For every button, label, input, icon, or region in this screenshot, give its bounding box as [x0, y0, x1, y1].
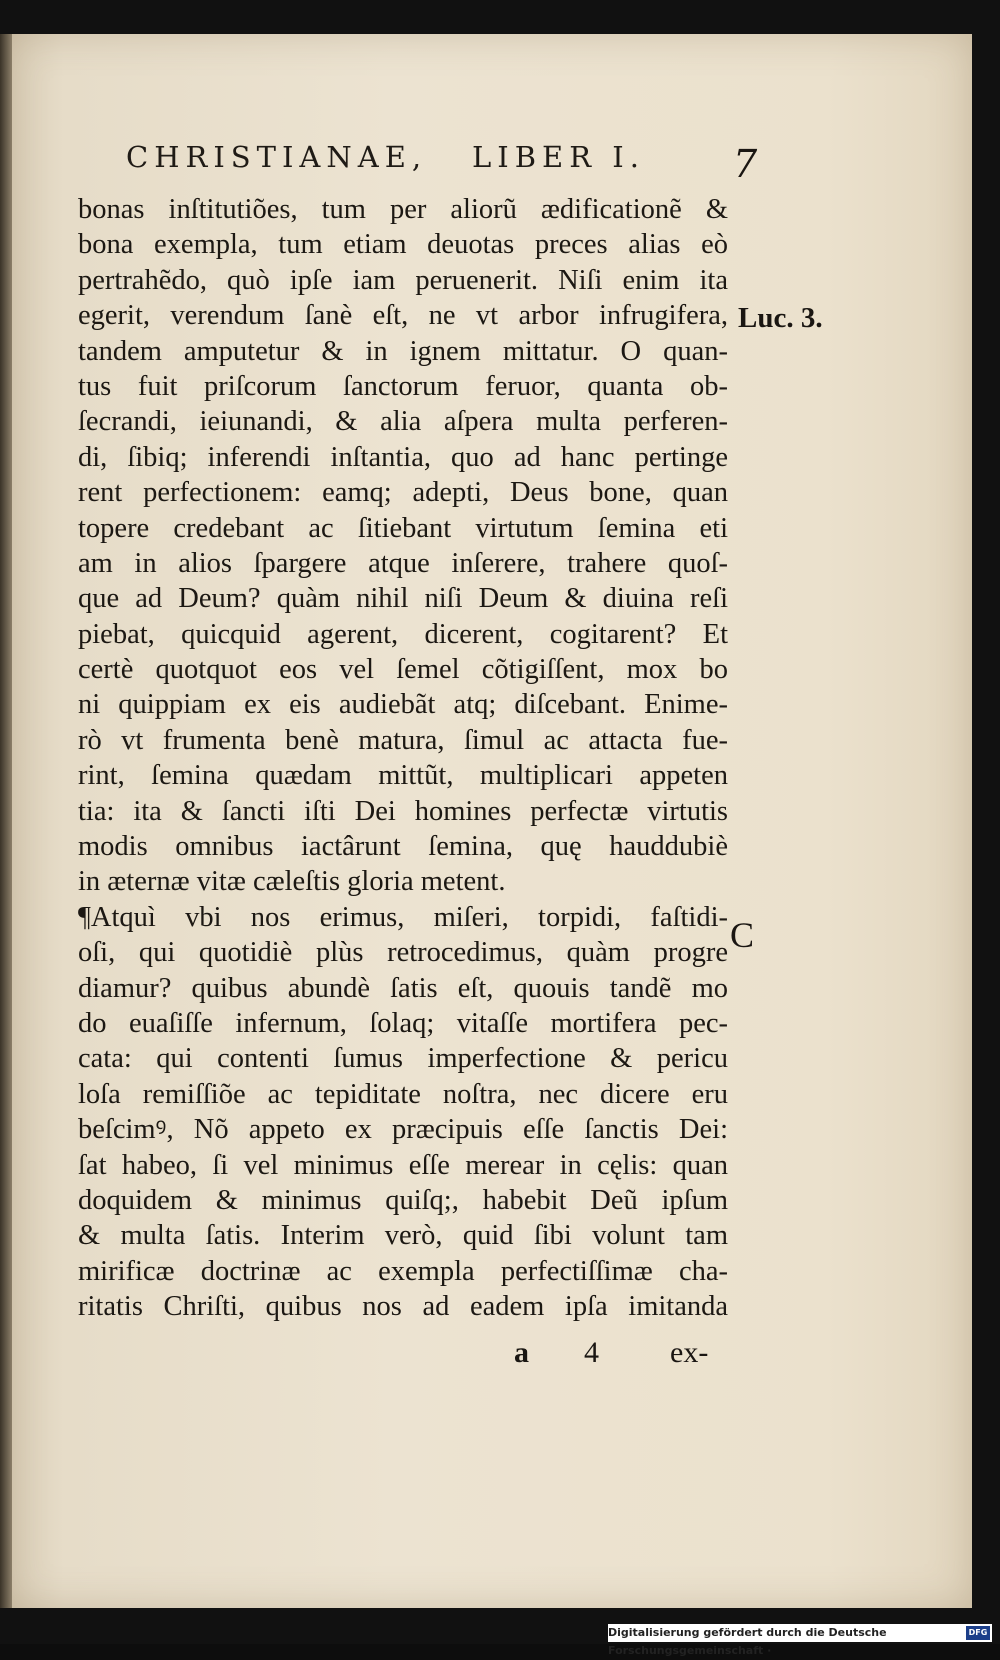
marginal-reference: Luc. 3.: [738, 302, 823, 334]
text-line: doquidem & minimus quiſq;, habebit Deũ ipſum: [78, 1184, 728, 1216]
catch-line: [514, 1336, 720, 1376]
dfg-logo: DFG: [966, 1626, 990, 1640]
running-head: [126, 140, 686, 184]
text-line: ritatis Chriſti, quibus nos ad eadem ipſa imitanda: [78, 1291, 728, 1323]
text-line: que ad Deum? quàm nihil niſi Deum & diuina reſi: [78, 583, 728, 615]
text-line: do euaſiſſe infernum, ſolaq; vitaſſe mortifera pec-: [78, 1007, 728, 1039]
text-line: in æternæ vitæ cæleſtis gloria metent.: [78, 866, 506, 898]
text-line: certè quotquot eos vel ſemel cõtigiſſent, mox bo: [78, 654, 728, 686]
running-head-title: CHRISTIANAE,: [126, 140, 428, 174]
text-line: egerit, verendum ſanè eſt, ne vt arbor infrugifera,: [78, 300, 728, 332]
text-line: ni quippiam ex eis audiebãt atq; diſcebant. Enime-: [78, 689, 728, 721]
text-line: tandem amputetur & in ignem mittatur. O quan-: [78, 335, 728, 367]
text-line: piebat, quicquid agerent, dicerent, cogitarent? Et: [78, 618, 728, 650]
text-line: mirificæ doctrinæ ac exempla perfectiſſimæ cha-: [78, 1255, 728, 1287]
text-line: bonas inſtitutiões, tum per aliorũ ædificationẽ &: [78, 194, 728, 225]
text-line: rint, ſemina quædam mittũt, multiplicari appeten: [78, 760, 728, 792]
page-number: 7: [733, 142, 758, 186]
text-line: cata: qui contenti ſumus imperfectione & pericu: [78, 1043, 728, 1075]
text-line: oſi, qui quotidiè plùs retrocedimus, quàm progre: [78, 937, 728, 969]
marginal-section-letter: C: [730, 915, 755, 955]
text-line: am in alios ſpargere atque inſerere, trahere quoſ-: [78, 547, 728, 579]
catchword: ex-: [670, 1336, 709, 1369]
text-line: & multa ſatis. Interim verò, quid ſibi volunt tam: [78, 1220, 728, 1252]
text-line: rò vt frumenta benè matura, ſimul ac attacta fue-: [78, 724, 728, 756]
text-line: bona exempla, tum etiam deuotas preces alias eò: [78, 229, 728, 261]
text-line: ſecrandi, ieiunandi, & alia aſpera multa perferen-: [78, 406, 728, 438]
text-line: loſa remiſſiõe ac tepiditate noſtra, nec dicere eru: [78, 1078, 728, 1110]
page-spine-edge: [0, 34, 12, 1608]
signature-number: 4: [584, 1336, 599, 1369]
footer-credit-text: Digitalisierung gefördert durch die Deutsche Forschungsgemeinschaft ·: [608, 1626, 887, 1657]
text-line: topere credebant ac ſitiebant virtutum ſemina eti: [78, 512, 728, 544]
text-line: beſcimꝰ, Nõ appeto ex præcipuis eſſe ſanctis Dei:: [78, 1114, 728, 1146]
digitization-footer: [608, 1624, 992, 1657]
text-line: ſat habeo, ſi vel minimus eſſe merear in cęlis: quan: [78, 1149, 728, 1181]
text-line: tus fuit priſcorum ſanctorum feruor, quanta ob-: [78, 370, 728, 402]
text-line: modis omnibus iactârunt ſemina, quę hauddubiè: [78, 831, 728, 863]
text-line: ¶Atquì vbi nos erimus, miſeri, torpidi, faſtidi-: [78, 901, 728, 933]
text-line: diamur? quibus abundè ſatis eſt, quouis tandẽ mo: [78, 972, 728, 1004]
text-line: di, ſibiq; inferendi inſtantia, quo ad hanc pertinge: [78, 441, 728, 473]
body-text: [78, 192, 728, 1325]
text-line: tia: ita & ſancti iſti Dei homines perfectæ virtutis: [78, 795, 728, 827]
running-head-book: LIBER I.: [472, 140, 645, 174]
text-line: rent perfectionem: eamq; adepti, Deus bone, quan: [78, 477, 728, 509]
text-line: pertrahẽdo, quò ipſe iam peruenerit. Niſi enim ita: [78, 264, 728, 296]
signature-letter: a: [514, 1336, 529, 1369]
